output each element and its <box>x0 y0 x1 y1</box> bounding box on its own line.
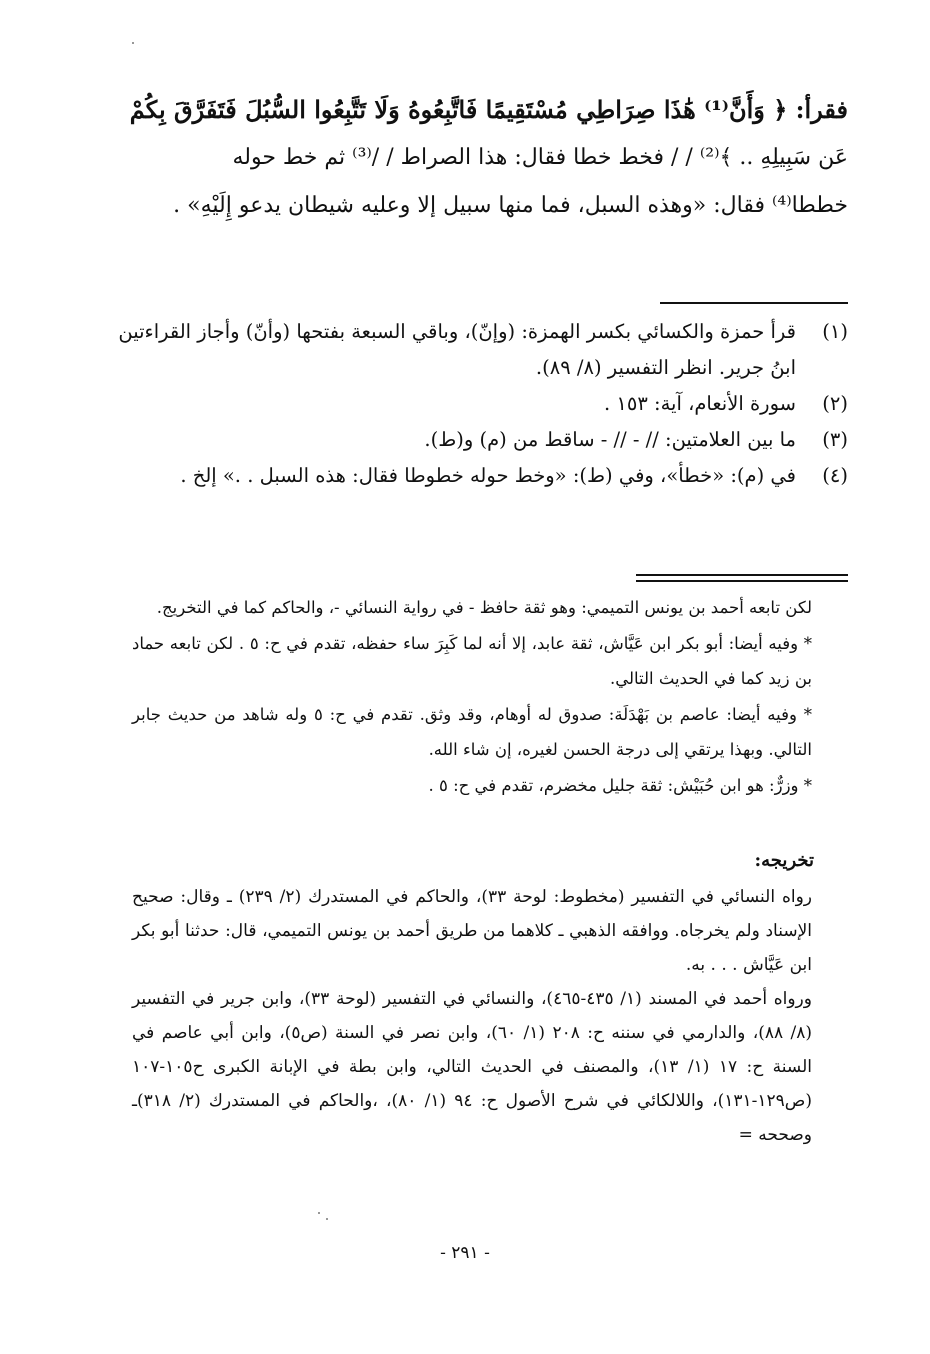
footnote-number: (٣) <box>822 428 848 451</box>
footnote-text: ما بين العلامتين: // - // - ساقط من (م) و(ط). <box>424 428 796 451</box>
page-number: - ٢٩١ - <box>440 1243 490 1263</box>
footnote-1 <box>112 314 848 386</box>
scan-speck <box>318 1212 320 1214</box>
takhrij-paragraph: رواه النسائي في التفسير (مخطوط: لوحة ٣٣)، والحاكم في المستدرك (٢/ ٢٣٩) ـ وقال: صحيح الإسناد ولم يخرجاه. ووافقه الذهبي ـ كلاهما من طريق أحمد بن يونس التميمي، قال: حدثنا أبو بكر ابن عَيَّاش . . . به. <box>132 887 813 975</box>
isnad-commentary <box>132 590 812 803</box>
footnote-text: سورة الأنعام، آية: ١٥٣ . <box>603 392 796 415</box>
main-text-line-1: فقرأ: ﴿ وَأَنَّ⁽¹⁾ هَٰذَا صِرَاطِي مُسْتَقِيمًا فَاتَّبِعُوهُ وَلَا تَتَّبِعُوا السُّبُلَ فَتَفَرَّقَ بِكُمْ <box>129 95 848 124</box>
footnote-4 <box>112 458 848 494</box>
main-text-line-3: خططا⁽⁴⁾ فقال: «وهذه السبل، فما منها سبيل إلا وعليه شيطان يدعو إِلَيْهِ» . <box>173 193 848 218</box>
commentary-paragraph: * وزرٌّ: هو ابن حُبَيْش: ثقة جليل مخضرم، تقدم في ح: ٥ . <box>428 775 812 795</box>
takhrij-paragraph: ورواه أحمد في المسند (١/ ٤٣٥-٤٦٥)، والنسائي في التفسير (لوحة ٣٣)، وابن جرير في التفسير (٨/ ٨٨)، والدارمي في سننه ح: ٢٠٨ (١/ ٦٠)، وابن نصر في السنة (ص٥)، وابن أبي عاصم في السنة ح: ١٧ (١/ ١٣)، والمصنف في الحديث التالي، وابن بطة في الإبانة الكبرى ح١٠٥-١٠٧ (ص١٢٩-١٣١)، واللالكائي في شرح الأصول ح: ٩٤ (١/ ٨٠)، ،والحاكم في المستدرك (٢/ ٣١٨)ـ وصححه = <box>132 989 813 1145</box>
footnote-text: قرأ حمزة والكسائي بكسر الهمزة: (وإنّ)، وباقي السبعة بفتحها (وأنّ) وأجاز القراءتين ابنُ جرير. انظر التفسير (٨/ ٨٩). <box>118 320 796 379</box>
takhrij-section <box>132 880 812 1152</box>
scan-speck <box>326 1218 328 1220</box>
commentary-paragraph: * وفيه أيضا: أبو بكر ابن عَيَّاش، ثقة عابد، إلا أنه لما كَبِرَ ساء حفظه، تقدم في ح: ٥ . لكن تابعه حماد بن زيد كما في الحديث التالي. <box>132 633 812 688</box>
footnote-separator <box>660 302 848 304</box>
footnote-number: (١) <box>822 320 848 343</box>
footnote-2 <box>112 386 848 422</box>
main-text-line-2: عَن سَبِيلِهِ .. ﴾⁽²⁾ / / فخط خطا فقال: هذا الصراط / /⁽³⁾ ثم خط حوله <box>232 145 848 170</box>
footnote-number: (٤) <box>822 464 848 487</box>
main-hadith-text <box>110 86 848 230</box>
commentary-paragraph: * وفيه أيضا: عاصم بن بَهْدَلَة: صدوق له أوهام، وقد وثق. تقدم في ح: ٥ وله شاهد من حديث جابر التالي. وبهذا يرتقي إلى درجة الحسن لغيره، إن شاء الله. <box>132 704 812 759</box>
footnotes <box>112 314 848 494</box>
commentary-separator <box>636 574 848 582</box>
takhrij-heading: تخريجه: <box>754 850 814 871</box>
footnote-3 <box>112 422 848 458</box>
footnote-text: في (م): «خطأ»، وفي (ط): «وخط حوله خطوطا فقال: هذه السبل . .» إلخ . <box>180 464 796 487</box>
commentary-paragraph: لكن تابعه أحمد بن يونس التميمي: وهو ثقة حافظ - في رواية النسائي -، والحاكم كما في التخريج. <box>156 598 812 617</box>
footnote-number: (٢) <box>822 392 848 415</box>
scan-speck <box>132 42 134 44</box>
